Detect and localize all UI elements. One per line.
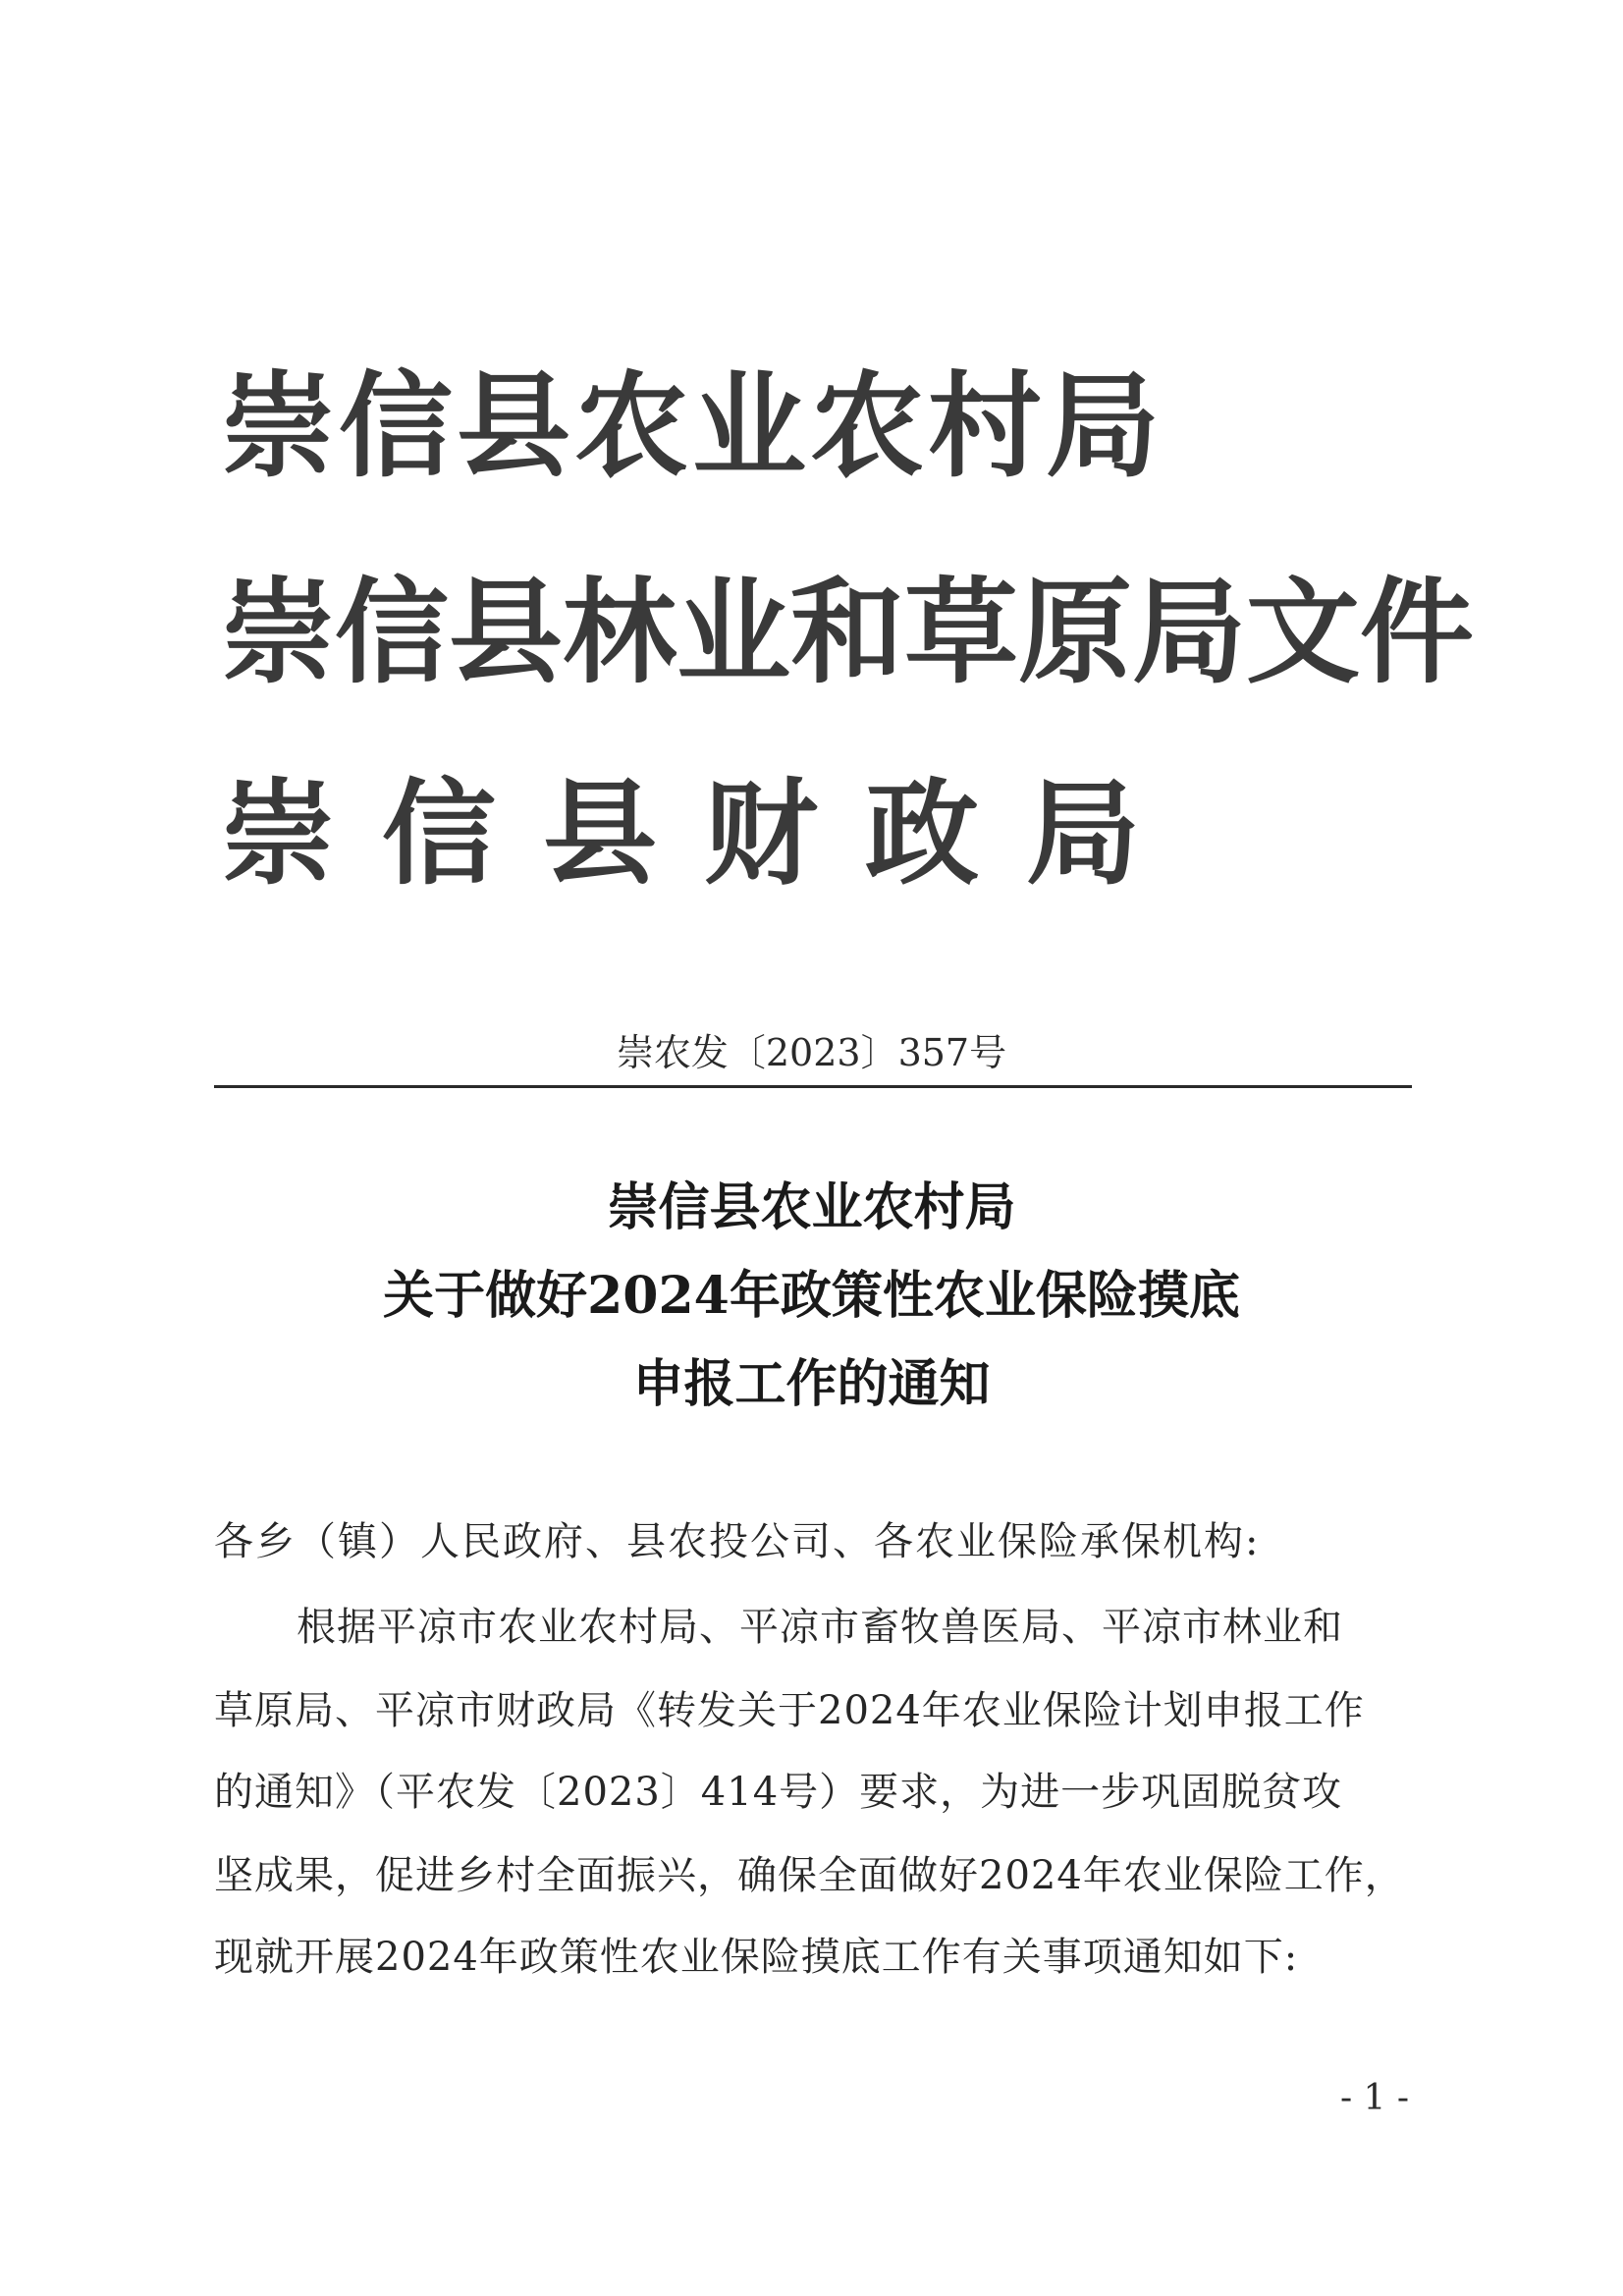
document-number: 崇农发〔2023〕357号: [616, 1031, 1007, 1074]
issuer-header-line-3: 崇信县财政局: [221, 768, 1187, 901]
document-title-line-3: 申报工作的通知: [632, 1354, 991, 1414]
page-number: - 1 -: [1339, 2078, 1410, 2118]
issuer-header-line-1: 崇信县农业农村局: [221, 360, 1163, 493]
header-divider: [214, 1085, 1412, 1088]
paragraph-line-3: 的通知》（平农发〔2023〕414号）要求，为进一步巩固脱贫攻: [214, 1770, 1343, 1815]
document-title-line-1: 崇信县农业农村局: [607, 1177, 1016, 1237]
salutation: 各乡（镇）人民政府、县农投公司、各农业保险承保机构:: [214, 1519, 1261, 1564]
paragraph-line-1: 根据平凉市农业农村局、平凉市畜牧兽医局、平凉市林业和: [297, 1605, 1343, 1650]
paragraph-line-2: 草原局、平凉市财政局《转发关于2024年农业保险计划申报工作: [214, 1688, 1365, 1733]
document-title-line-2: 关于做好2024年政策性农业保险摸底: [383, 1266, 1240, 1326]
issuer-header-line-2: 崇信县林业和草原局文件: [221, 567, 1474, 699]
paragraph-line-4: 坚成果，促进乡村全面振兴，确保全面做好2024年农业保险工作，: [214, 1853, 1405, 1898]
paragraph-line-5: 现就开展2024年政策性农业保险摸底工作有关事项通知如下:: [214, 1935, 1299, 1980]
